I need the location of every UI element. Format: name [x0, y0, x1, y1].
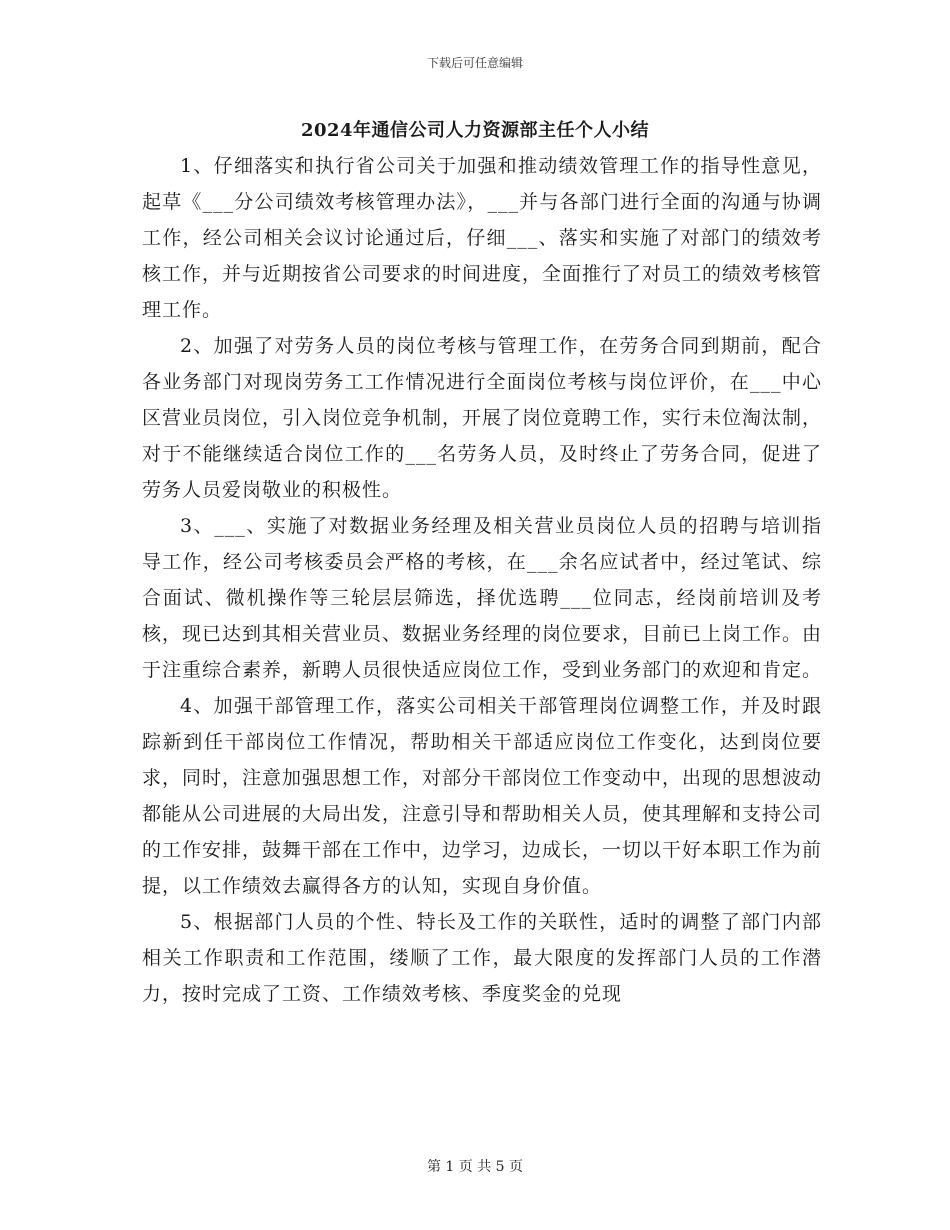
document-body: [142, 148, 822, 1012]
paragraph-4: 4、加强干部管理工作，落实公司相关干部管理岗位调整工作，并及时跟踪新到任干部岗位工作情况，帮助相关干部适应岗位工作变化，达到岗位要求，同时，注意加强思想工作，对部分干部岗位工作变动中，出现的思想波动都能从公司进展的大局出发，注意引导和帮助相关人员，使其理解和支持公司的工作安排，鼓舞干部在工作中，边学习，边成长，一切以干好本职工作为前提，以工作绩效去赢得各方的认知，实现自身价值。: [142, 695, 823, 897]
paragraph-5: 5、根据部门人员的个性、特长及工作的关联性，适时的调整了部门内部相关工作职责和工作范围，缕顺了工作，最大限度的发挥部门人员的工作潜力，按时完成了工资、工作绩效考核、季度奖金的兑现: [142, 911, 822, 1005]
header-note: 下载后可任意编辑: [426, 56, 523, 70]
document-title: 2024年通信公司人力资源部主任个人小结: [300, 120, 650, 141]
page-number: 第 1 页 共 5 页: [426, 1159, 524, 1175]
paragraph-1: 1、仔细落实和执行省公司关于加强和推动绩效管理工作的指导性意见，起草《___分公司绩效考核管理办法》，___并与各部门进行全面的沟通与协调工作，经公司相关会议讨论通过后，仔细___、落实和实施了对部门的绩效考核工作，并与近期按省公司要求的时间进度，全面推行了对员工的绩效考核管理工作。: [142, 155, 823, 321]
paragraph-3: 3、___、实施了对数据业务经理及相关营业员岗位人员的招聘与培训指导工作，经公司考核委员会严格的考核，在___余名应试者中，经过笔试、综合面试、微机操作等三轮层层筛选，择优选聘___位同志，经岗前培训及考核，现已达到其相关营业员、数据业务经理的岗位要求，目前已上岗工作。由于注重综合素养，新聘人员很快适应岗位工作，受到业务部门的欢迎和肯定。: [142, 515, 823, 681]
paragraph-2: 2、加强了对劳务人员的岗位考核与管理工作，在劳务合同到期前，配合各业务部门对现岗劳务工工作情况进行全面岗位考核与岗位评价，在___中心区营业员岗位，引入岗位竞争机制，开展了岗位竟聘工作，实行未位淘汰制，对于不能继续适合岗位工作的___名劳务人员，及时终止了劳务合同，促进了劳务人员爱岗敬业的积极性。: [142, 335, 823, 501]
